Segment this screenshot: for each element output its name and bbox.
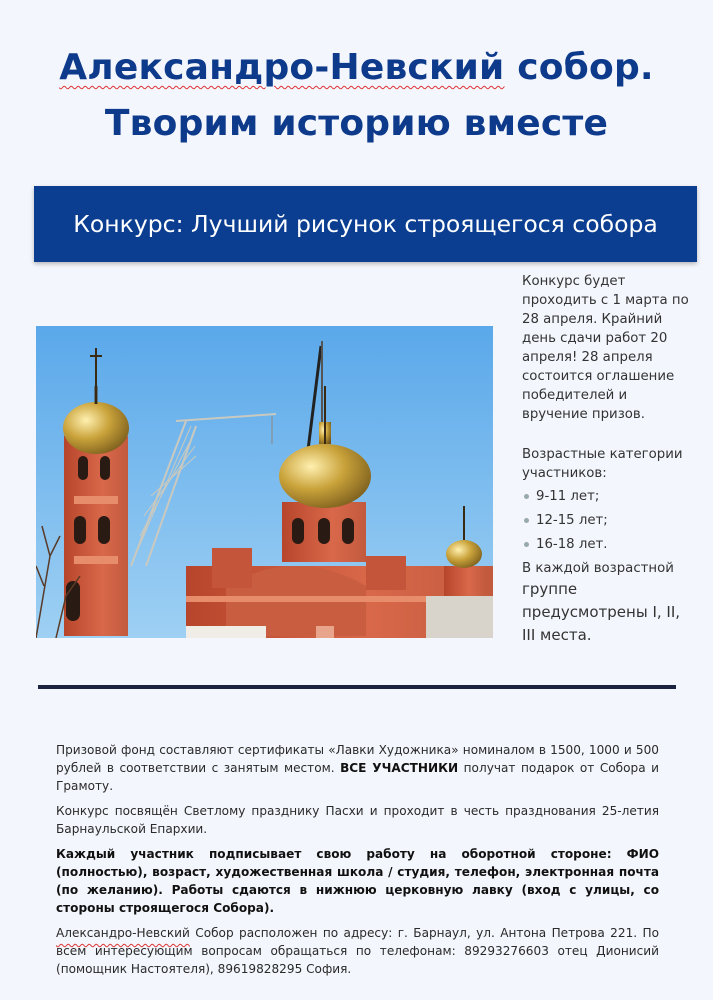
address-text: Собор расположен по адресу: г. Барнаул, ул. Антона Петрова 221. По всем интересующим вопросам обращаться по телефонам: 89293276603 отец Дионисий (помощник Настоятеля), 89619828295 София.: [56, 926, 659, 976]
all-participants: ВСЕ УЧАСТНИКИ: [340, 761, 459, 775]
prize-text-end: получат подарок от Собора и Грамоту.: [56, 761, 659, 793]
places-text-start: В каждой возрастной: [522, 561, 674, 576]
list-item: 16-18 лет.: [522, 535, 690, 554]
address-cathedral-name: Александро-Невский: [56, 926, 190, 940]
title-cathedral-word: собор.: [504, 47, 654, 88]
prize-text: Призовой фонд составляют сертификаты «Лавки Художника» номиналом в 1500, 1000 и 500 рублей в соответствии с занятым местом.: [56, 743, 659, 775]
age-categories-list: [522, 487, 690, 554]
list-item: 9-11 лет;: [522, 487, 690, 506]
title-slogan: Творим историю вместе: [104, 103, 609, 144]
cathedral-photo: [36, 326, 493, 638]
signing-rules-text: Каждый участник подписывает свою работу на оборотной стороне: ФИО (полностью), возраст, художественная школа / студия, телефон, электронная почта (по желанию). Работы сдаются в нижнюю церковную лавку (вход с улицы, со стороны строящегося Собора).: [56, 847, 659, 915]
contest-banner: [34, 186, 697, 262]
contest-banner-text: Конкурс: Лучший рисунок строящегося собора: [73, 210, 658, 238]
signing-rules-paragraph: [56, 845, 659, 917]
contest-rules: [56, 741, 659, 985]
places-text-rest: группе предусмотрены I, II, III места.: [522, 580, 681, 644]
list-item: 12-15 лет;: [522, 511, 690, 530]
contest-dates: Конкурс будет проходить с 1 марта по 28 апреля. Крайний день сдачи работ 20 апреля! 28 апреля состоится оглашение победителей и вручение призов.: [522, 274, 689, 422]
prize-paragraph: [56, 741, 659, 795]
address-paragraph: [56, 924, 659, 978]
divider: [38, 685, 676, 689]
title-cathedral-name: Александро-Невский: [59, 47, 505, 88]
age-categories-heading: Возрастные категории участников:: [522, 447, 683, 481]
places-text: [522, 559, 690, 647]
page-title: [0, 40, 713, 152]
dedication-paragraph: Конкурс посвящён Светлому празднику Пасхи и проходит в честь празднования 25-летия Барнаульской Епархии.: [56, 804, 659, 836]
contest-details: [522, 272, 690, 647]
